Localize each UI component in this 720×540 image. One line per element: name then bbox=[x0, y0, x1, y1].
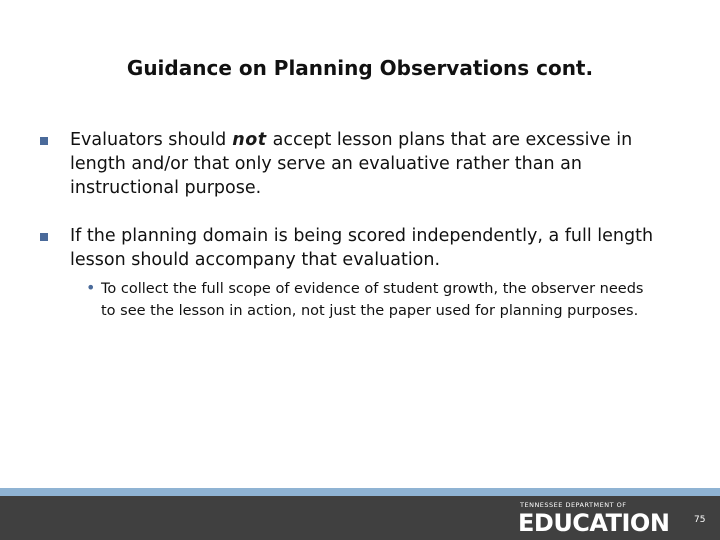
bullet-text bbox=[70, 130, 632, 198]
bullet-text-before: Evaluators should bbox=[70, 130, 227, 150]
bullet-emphasis: not bbox=[232, 130, 267, 150]
bullet-item-evaluators bbox=[40, 128, 670, 200]
logo-department-text: TENNESSEE DEPARTMENT OF bbox=[520, 501, 627, 509]
sub-bullet-text: To collect the full scope of evidence of student growth, the observer needs to see the lesson in action, not just the paper used for planning purposes. bbox=[101, 281, 644, 319]
square-bullet-icon bbox=[40, 137, 48, 145]
slide-title: Guidance on Planning Observations cont. bbox=[126, 56, 594, 80]
sub-bullet-item bbox=[40, 278, 661, 322]
page-number: 75 bbox=[694, 515, 706, 525]
footer-accent-bar bbox=[0, 488, 720, 496]
square-bullet-icon bbox=[40, 233, 48, 241]
education-logo bbox=[518, 501, 688, 537]
round-bullet-icon: • bbox=[86, 278, 96, 297]
bullet-text-after: accept lesson plans that are excessive in length and/or that only serve an evaluative rather than an instructional purpose. bbox=[70, 130, 633, 198]
logo-education-text: EDUCATION bbox=[518, 509, 670, 537]
bullet-text: If the planning domain is being scored independently, a full length lesson should accompany that evaluation. bbox=[70, 226, 654, 270]
bullet-list bbox=[40, 128, 670, 322]
bullet-item-planning-domain bbox=[40, 224, 670, 272]
